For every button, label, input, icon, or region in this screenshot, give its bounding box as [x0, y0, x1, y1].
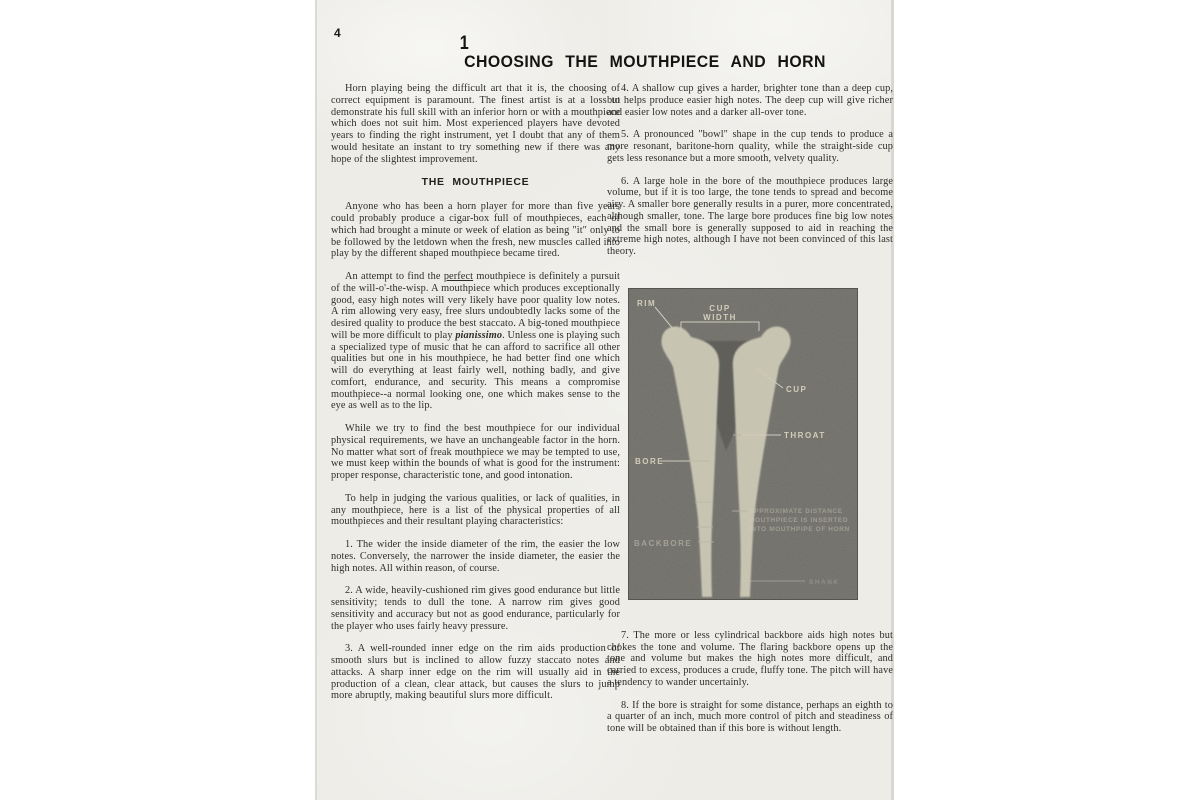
list-item-7: 7. The more or less cylindrical backbore aids high notes but chokes the tone and volume. The flaring backbore opens up the tone and volume but makes the high notes more difficult, and carried to excess, produces a crude, fluffy tone. The pitch will have a tendency to wander uncertainly. — [607, 629, 893, 688]
list-item-6: 6. A large hole in the bore of the mouthpiece produces large volume, but if it is too large, the tone tends to spread and become airy. A smaller bore generally results in a purer, more concentrated, although smaller, tone. The large bore produces fine big low notes and the small bore is generally supposed to aid in reaching the extreme high notes, although I have not been convinced of this last theory. — [607, 175, 893, 257]
italic-word: pianissimo — [455, 329, 503, 341]
backbore-label: BACKBORE — [634, 538, 693, 548]
paragraph-intro: Horn playing being the difficult art that it is, the choosing of correct equipment is paramount. The finest artist is at a loss to demonstrate his full skill with an inferior horn or with a mouthpiece which does not suit him. Most experienced players have devoted years to finding the right instrument, yet I doubt that any of them would hesitate an instant to try something new if there was any hope of the slightest improvement. — [331, 83, 620, 165]
right-column — [607, 83, 893, 746]
underlined-word: perfect — [443, 271, 474, 282]
paragraph: While we try to find the best mouthpiece for our individual physical requirements, we have an unchangeable factor in the horn. No matter what sort of freak mouthpiece we may be tempted to use, we must keep within the bounds of what is good for the instrument: proper response, characteristic tone, and good intonation. — [331, 423, 620, 481]
section-heading-the-mouthpiece: THE MOUTHPIECE — [421, 176, 530, 189]
rim-label: RIM — [637, 298, 657, 308]
insertion-distance-label-line3: INTO MOUTHPIPE OF HORN — [749, 525, 850, 533]
list-item-1: 1. The wider the inside diameter of the rim, the easier the low notes. Conversely, the narrower the inside diameter, the easier the high notes. All within reason, of course. — [331, 539, 620, 574]
paragraph: To help in judging the various qualities, or lack of qualities, in any mouthpiece, here is a list of the physical properties of all mouthpieces and their resultant playing characteristics: — [331, 492, 620, 528]
text-run: An attempt to find the — [345, 271, 444, 282]
book-page — [315, 0, 894, 800]
list-item-8: 8. If the bore is straight for some distance, perhaps an eighth to a quarter of an inch, much more control of pitch and steadiness of tone will be obtained than if this bore is without length. — [607, 699, 893, 734]
shank-label: SHANK — [809, 578, 840, 586]
mouthpiece-diagram — [629, 289, 857, 599]
insertion-distance-label-line1: APPROXIMATE DISTANCE — [749, 507, 843, 515]
cup-label: CUP — [786, 384, 808, 394]
list-item-3: 3. A well-rounded inner edge on the rim aids production of smooth slurs but is inclined to allow fuzzy staccato notes and attacks. A sharp inner edge on the rim will usually aid in the production of a clean, clear attack, but causes the slurs to jump more abruptly, making beautiful slurs more difficult. — [331, 643, 620, 702]
cup-width-label-line1: CUP — [709, 303, 731, 313]
text-run: . Unless one is playing such a specialized type of music that he can afford to sacrifice all other qualities but one in his mouthpiece, he had better find one which will do everything at least fairly well, nothing badly, and give comfort, endurance, and security. This means a compromise mouthpiece--a normal looking one, one which makes sense to the eye as well as to the lip. — [331, 329, 620, 412]
left-column — [331, 83, 620, 713]
text-run: mouthpiece is definitely a pursuit of the will-o'-the-wisp. A mouthpiece which produces exceptionally good, easy high notes will very likely have poor quality low notes. A rim allowing very easy, free slurs undoubtedly lacks some of the desired quality to produce the best staccato. A big-toned mouthpiece will be more difficult to play — [331, 271, 620, 341]
mouthpiece-cross-section-figure — [628, 288, 858, 600]
list-item-2: 2. A wide, heavily-cushioned rim gives good endurance but little sensitivity; tends to dull the tone. A narrow rim gives good sensitivity and accuracy but not as good endurance, particularly for the player who uses fairly heavy pressure. — [331, 585, 620, 632]
cup-width-label-line2: WIDTH — [703, 312, 737, 322]
bore-label: BORE — [635, 456, 665, 466]
page-number: 4 — [334, 26, 341, 40]
paragraph — [331, 271, 620, 412]
chapter-number: 1 — [459, 33, 469, 54]
insertion-distance-label-line2: MOUTHPIECE IS INSERTED — [749, 516, 849, 524]
paragraph: Anyone who has been a horn player for more than five years could probably produce a cigar-box full of mouthpieces, each of which had brought a minute or week of elation as being "it" only to be followed by the letdown when the fresh, new muscles called into play by the different shaped mouthpiece became tired. — [331, 201, 620, 260]
chapter-title: CHOOSING THE MOUTHPIECE AND HORN — [464, 52, 826, 71]
list-item-4: 4. A shallow cup gives a harder, brighter tone than a deep cup, but helps produce easier high notes. The deep cup will give richer and easier low notes and a darker all-over tone. — [607, 83, 893, 118]
throat-label: THROAT — [784, 430, 826, 440]
list-item-5: 5. A pronounced "bowl" shape in the cup tends to produce a more resonant, baritone-horn quality, while the straight-side cup gets less resonance but a more smooth, velvety quality. — [607, 129, 893, 164]
